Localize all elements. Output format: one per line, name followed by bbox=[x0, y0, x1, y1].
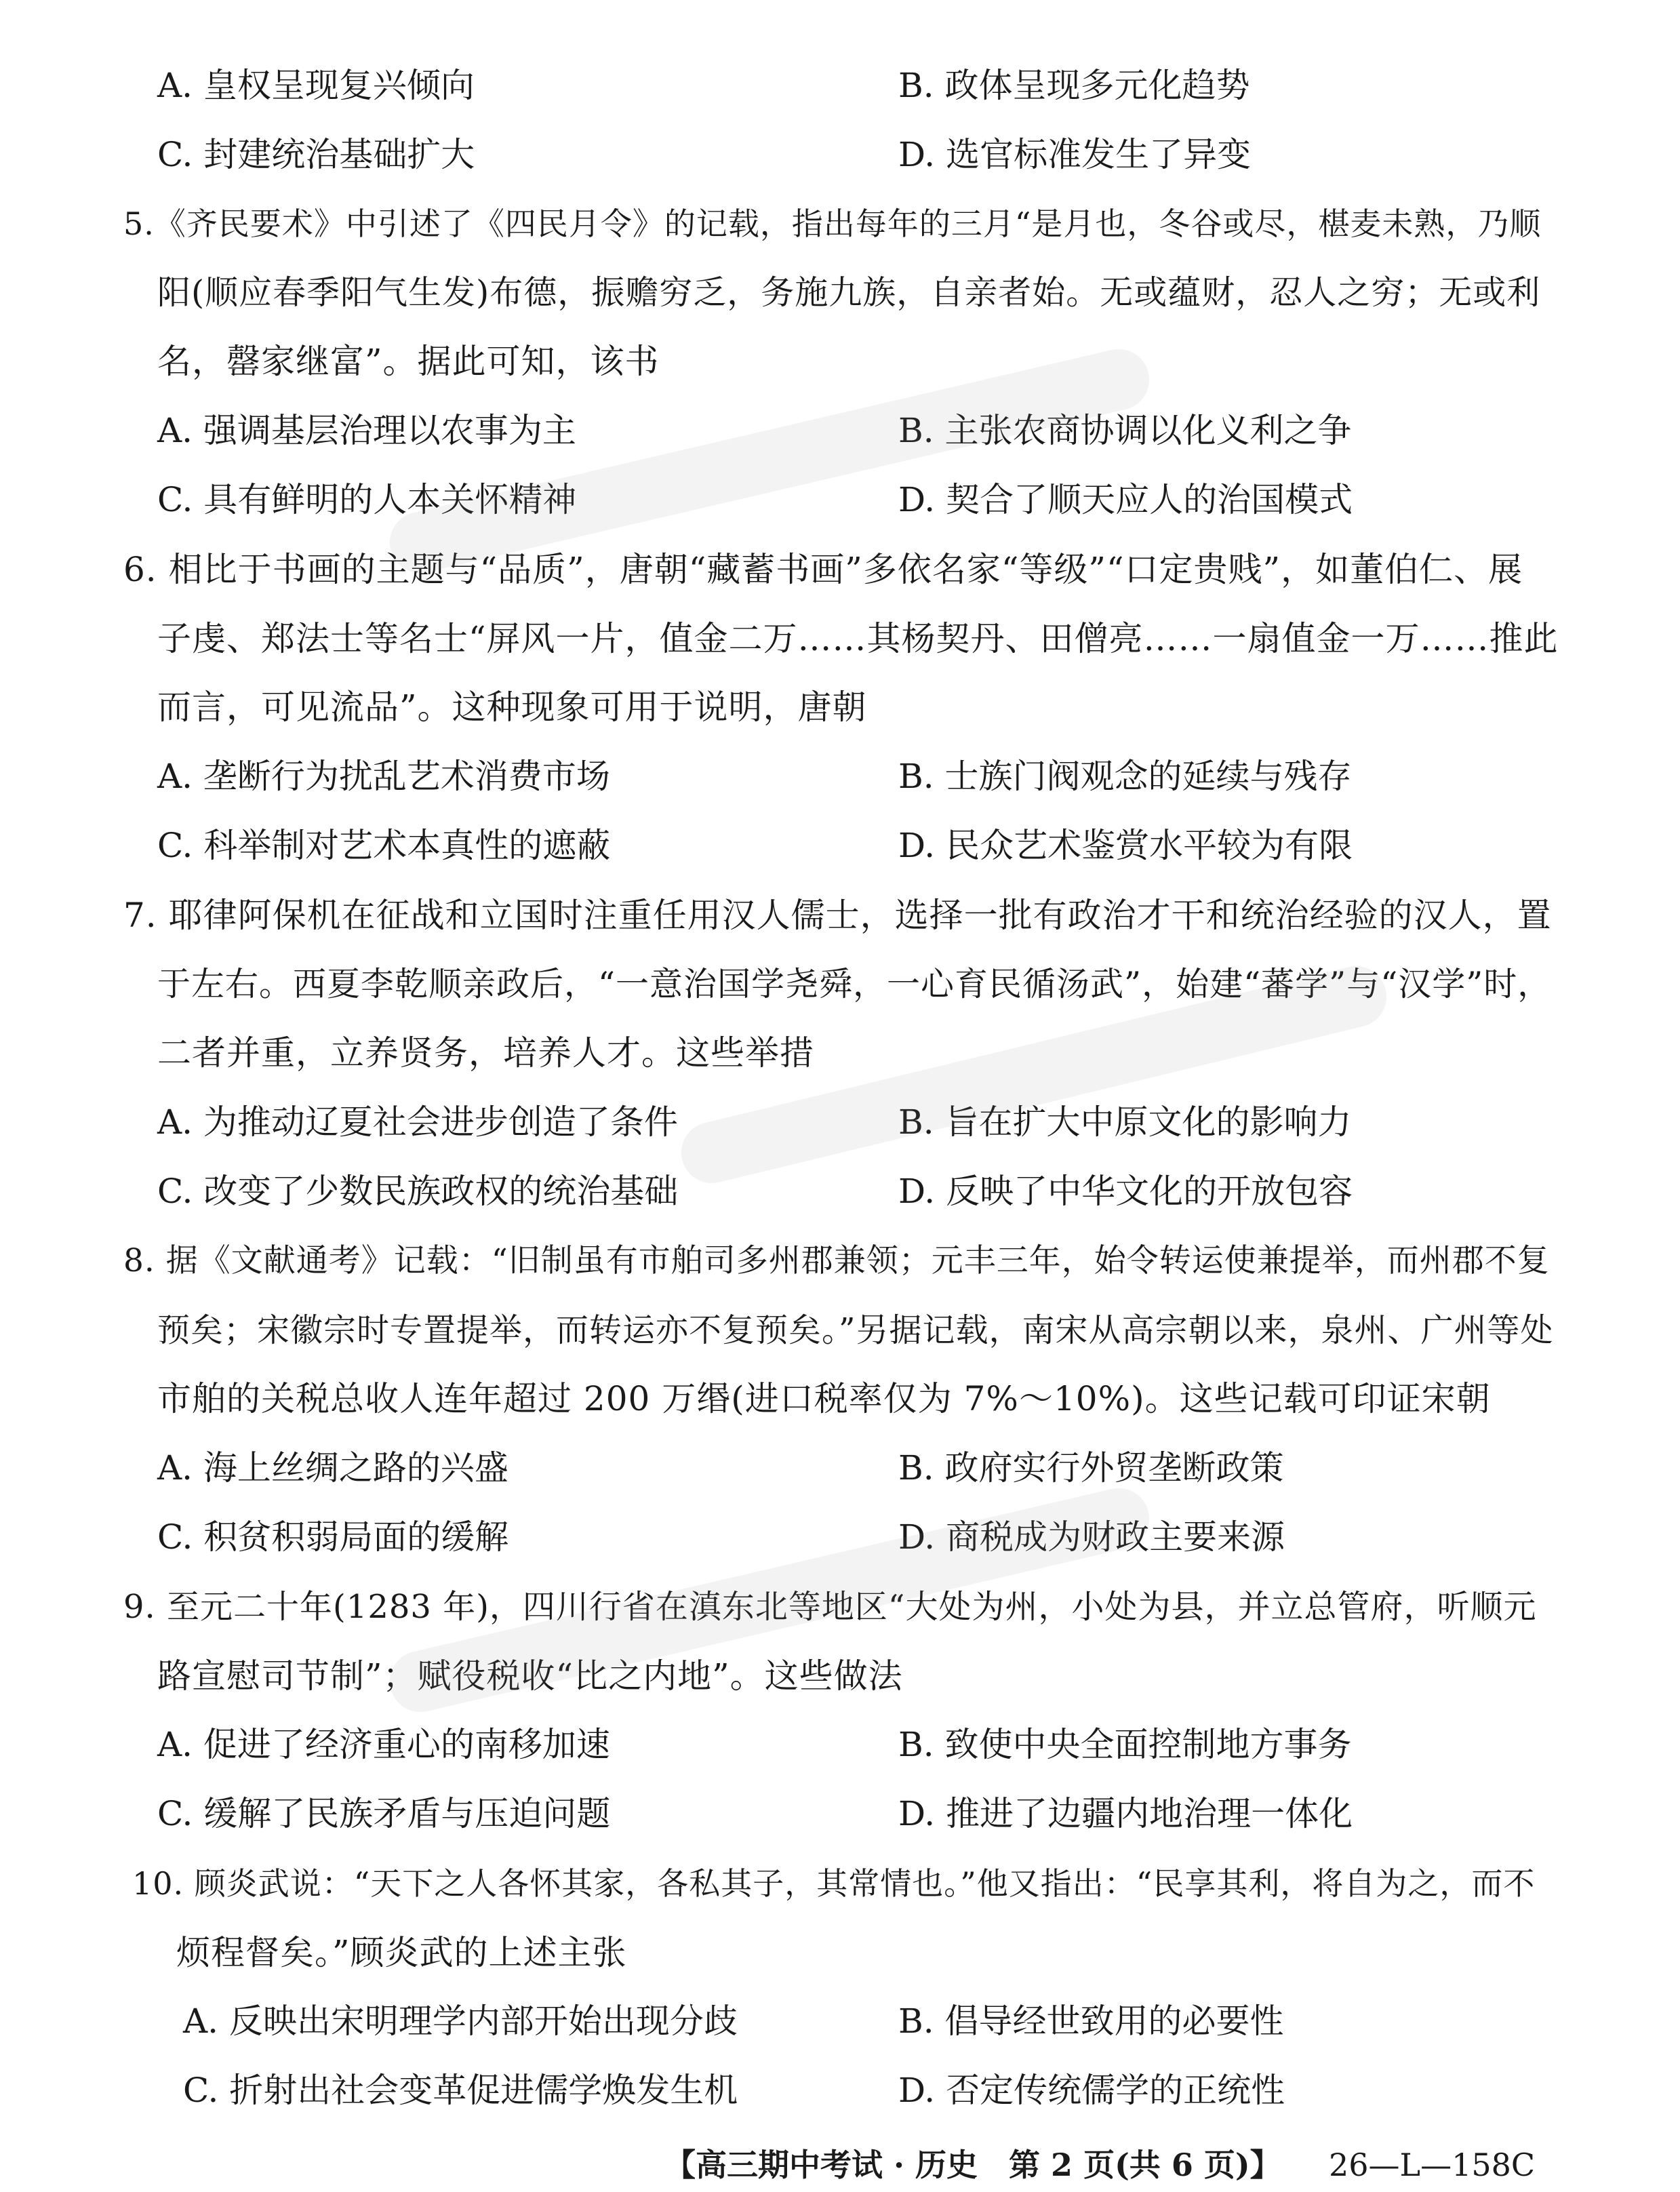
q7-stem-line-3: 二者并重，立养贤务，培养人才。这些举措 bbox=[157, 1033, 814, 1073]
q8-stem-line-1: 8. 据《文献通考》记载：“旧制虽有市舶司多州郡兼领；元丰三年，始令转运使兼提举，而州郡不复 bbox=[123, 1242, 1550, 1279]
q5-stem-line-1: 5.《齐民要术》中引述了《四民月令》的记载，指出每年的三月“是月也，冬谷或尽，椹麦未熟，乃顺 bbox=[123, 205, 1542, 242]
q6-option-a: A. 垄断行为扰乱艺术消费市场 bbox=[157, 757, 610, 796]
q9-stem-line-2: 路宣慰司节制”；赋役税收“比之内地”。这些做法 bbox=[157, 1656, 903, 1696]
page-footer: 【高三期中考试 · 历史 第 2 页(共 6 页)】 bbox=[664, 2147, 1281, 2183]
q10-stem-line-1: 10. 顾炎武说：“天下之人各怀其家，各私其子，其常情也。”他又指出：“民享其利，将自为之，而不 bbox=[132, 1865, 1536, 1902]
q6-stem-line-1: 6. 相比于书画的主题与“品质”，唐朝“藏蓄书画”多依名家“等级”“口定贵贱”，如董伯仁、展 bbox=[123, 550, 1523, 589]
exam-code: 26—L—158C bbox=[1329, 2147, 1536, 2183]
q5-option-c: C. 具有鲜明的人本关怀精神 bbox=[157, 480, 577, 519]
q8-stem-line-3: 市舶的关税总收人连年超过 200 万缗(进口税率仅为 7%～10%)。这些记载可印证宋朝 bbox=[157, 1379, 1491, 1418]
q8-option-c: C. 积贫积弱局面的缓解 bbox=[157, 1517, 509, 1557]
q9-option-d: D. 推进了边疆内地治理一体化 bbox=[898, 1794, 1353, 1833]
q7-stem-line-1: 7. 耶律阿保机在征战和立国时注重任用汉人儒士，选择一批有政治才干和统治经验的汉人，置 bbox=[123, 896, 1552, 935]
q10-option-d: D. 否定传统儒学的正统性 bbox=[898, 2071, 1285, 2110]
q5-option-b: B. 主张农商协调以化义利之争 bbox=[898, 411, 1352, 450]
q10-option-a: A. 反映出宋明理学内部开始出现分歧 bbox=[183, 2001, 738, 2041]
q5-option-a: A. 强调基层治理以农事为主 bbox=[157, 411, 576, 450]
q8-option-d: D. 商税成为财政主要来源 bbox=[898, 1517, 1285, 1557]
q10-option-b: B. 倡导经世致用的必要性 bbox=[898, 2001, 1284, 2041]
q9-option-c: C. 缓解了民族矛盾与压迫问题 bbox=[157, 1794, 611, 1833]
q4-option-d: D. 选官标准发生了异变 bbox=[898, 135, 1252, 174]
q8-stem-line-2: 预矣；宋徽宗时专置提举，而转运亦不复预矣。”另据记载，南宋从高宗朝以来，泉州、广州等处 bbox=[157, 1311, 1554, 1349]
q4-option-c: C. 封建统治基础扩大 bbox=[157, 135, 475, 174]
q8-option-a: A. 海上丝绸之路的兴盛 bbox=[157, 1448, 508, 1488]
q9-option-b: B. 致使中央全面控制地方事务 bbox=[898, 1725, 1352, 1764]
q10-option-c: C. 折射出社会变革促进儒学焕发生机 bbox=[183, 2071, 738, 2110]
q5-stem-line-2: 阳(顺应春季阳气生发)布德，振赡穷乏，务施九族，自亲者始。无或蕴财，忍人之穷；无或利 bbox=[157, 273, 1541, 312]
q6-option-d: D. 民众艺术鉴赏水平较为有限 bbox=[898, 826, 1353, 865]
q4-option-b: B. 政体呈现多元化趋势 bbox=[898, 66, 1250, 105]
q10-stem-line-2: 烦程督矣。”顾炎武的上述主张 bbox=[176, 1933, 627, 1972]
q6-option-b: B. 士族门阀观念的延续与残存 bbox=[898, 757, 1352, 796]
q9-option-a: A. 促进了经济重心的南移加速 bbox=[157, 1725, 610, 1764]
q7-option-c: C. 改变了少数民族政权的统治基础 bbox=[157, 1172, 679, 1211]
q6-stem-line-3: 而言，可见流品”。这种现象可用于说明，唐朝 bbox=[157, 688, 867, 727]
q6-option-c: C. 科举制对艺术本真性的遮蔽 bbox=[157, 826, 611, 865]
q5-stem-line-3: 名，罄家继富”。据此可知，该书 bbox=[157, 342, 660, 381]
q4-option-a: A. 皇权呈现复兴倾向 bbox=[157, 66, 475, 105]
q6-stem-line-2: 子虔、郑法士等名士“屏风一片，值金二万……其杨契丹、田僧亮……一扇值金一万……推此 bbox=[157, 619, 1559, 658]
q5-option-d: D. 契合了顺天应人的治国模式 bbox=[898, 480, 1353, 519]
q7-option-b: B. 旨在扩大中原文化的影响力 bbox=[898, 1102, 1352, 1142]
q7-option-a: A. 为推动辽夏社会进步创造了条件 bbox=[157, 1102, 678, 1142]
q7-option-d: D. 反映了中华文化的开放包容 bbox=[898, 1172, 1353, 1211]
q7-stem-line-2: 于左右。西夏李乾顺亲政后，“一意治国学尧舜，一心育民循汤武”，始建“蕃学”与“汉学”时， bbox=[157, 965, 1552, 1003]
q9-stem-line-1: 9. 至元二十年(1283 年)，四川行省在滇东北等地区“大处为州，小处为县，并立总管府，听顺元 bbox=[123, 1588, 1537, 1626]
q8-option-b: B. 政府实行外贸垄断政策 bbox=[898, 1448, 1284, 1488]
